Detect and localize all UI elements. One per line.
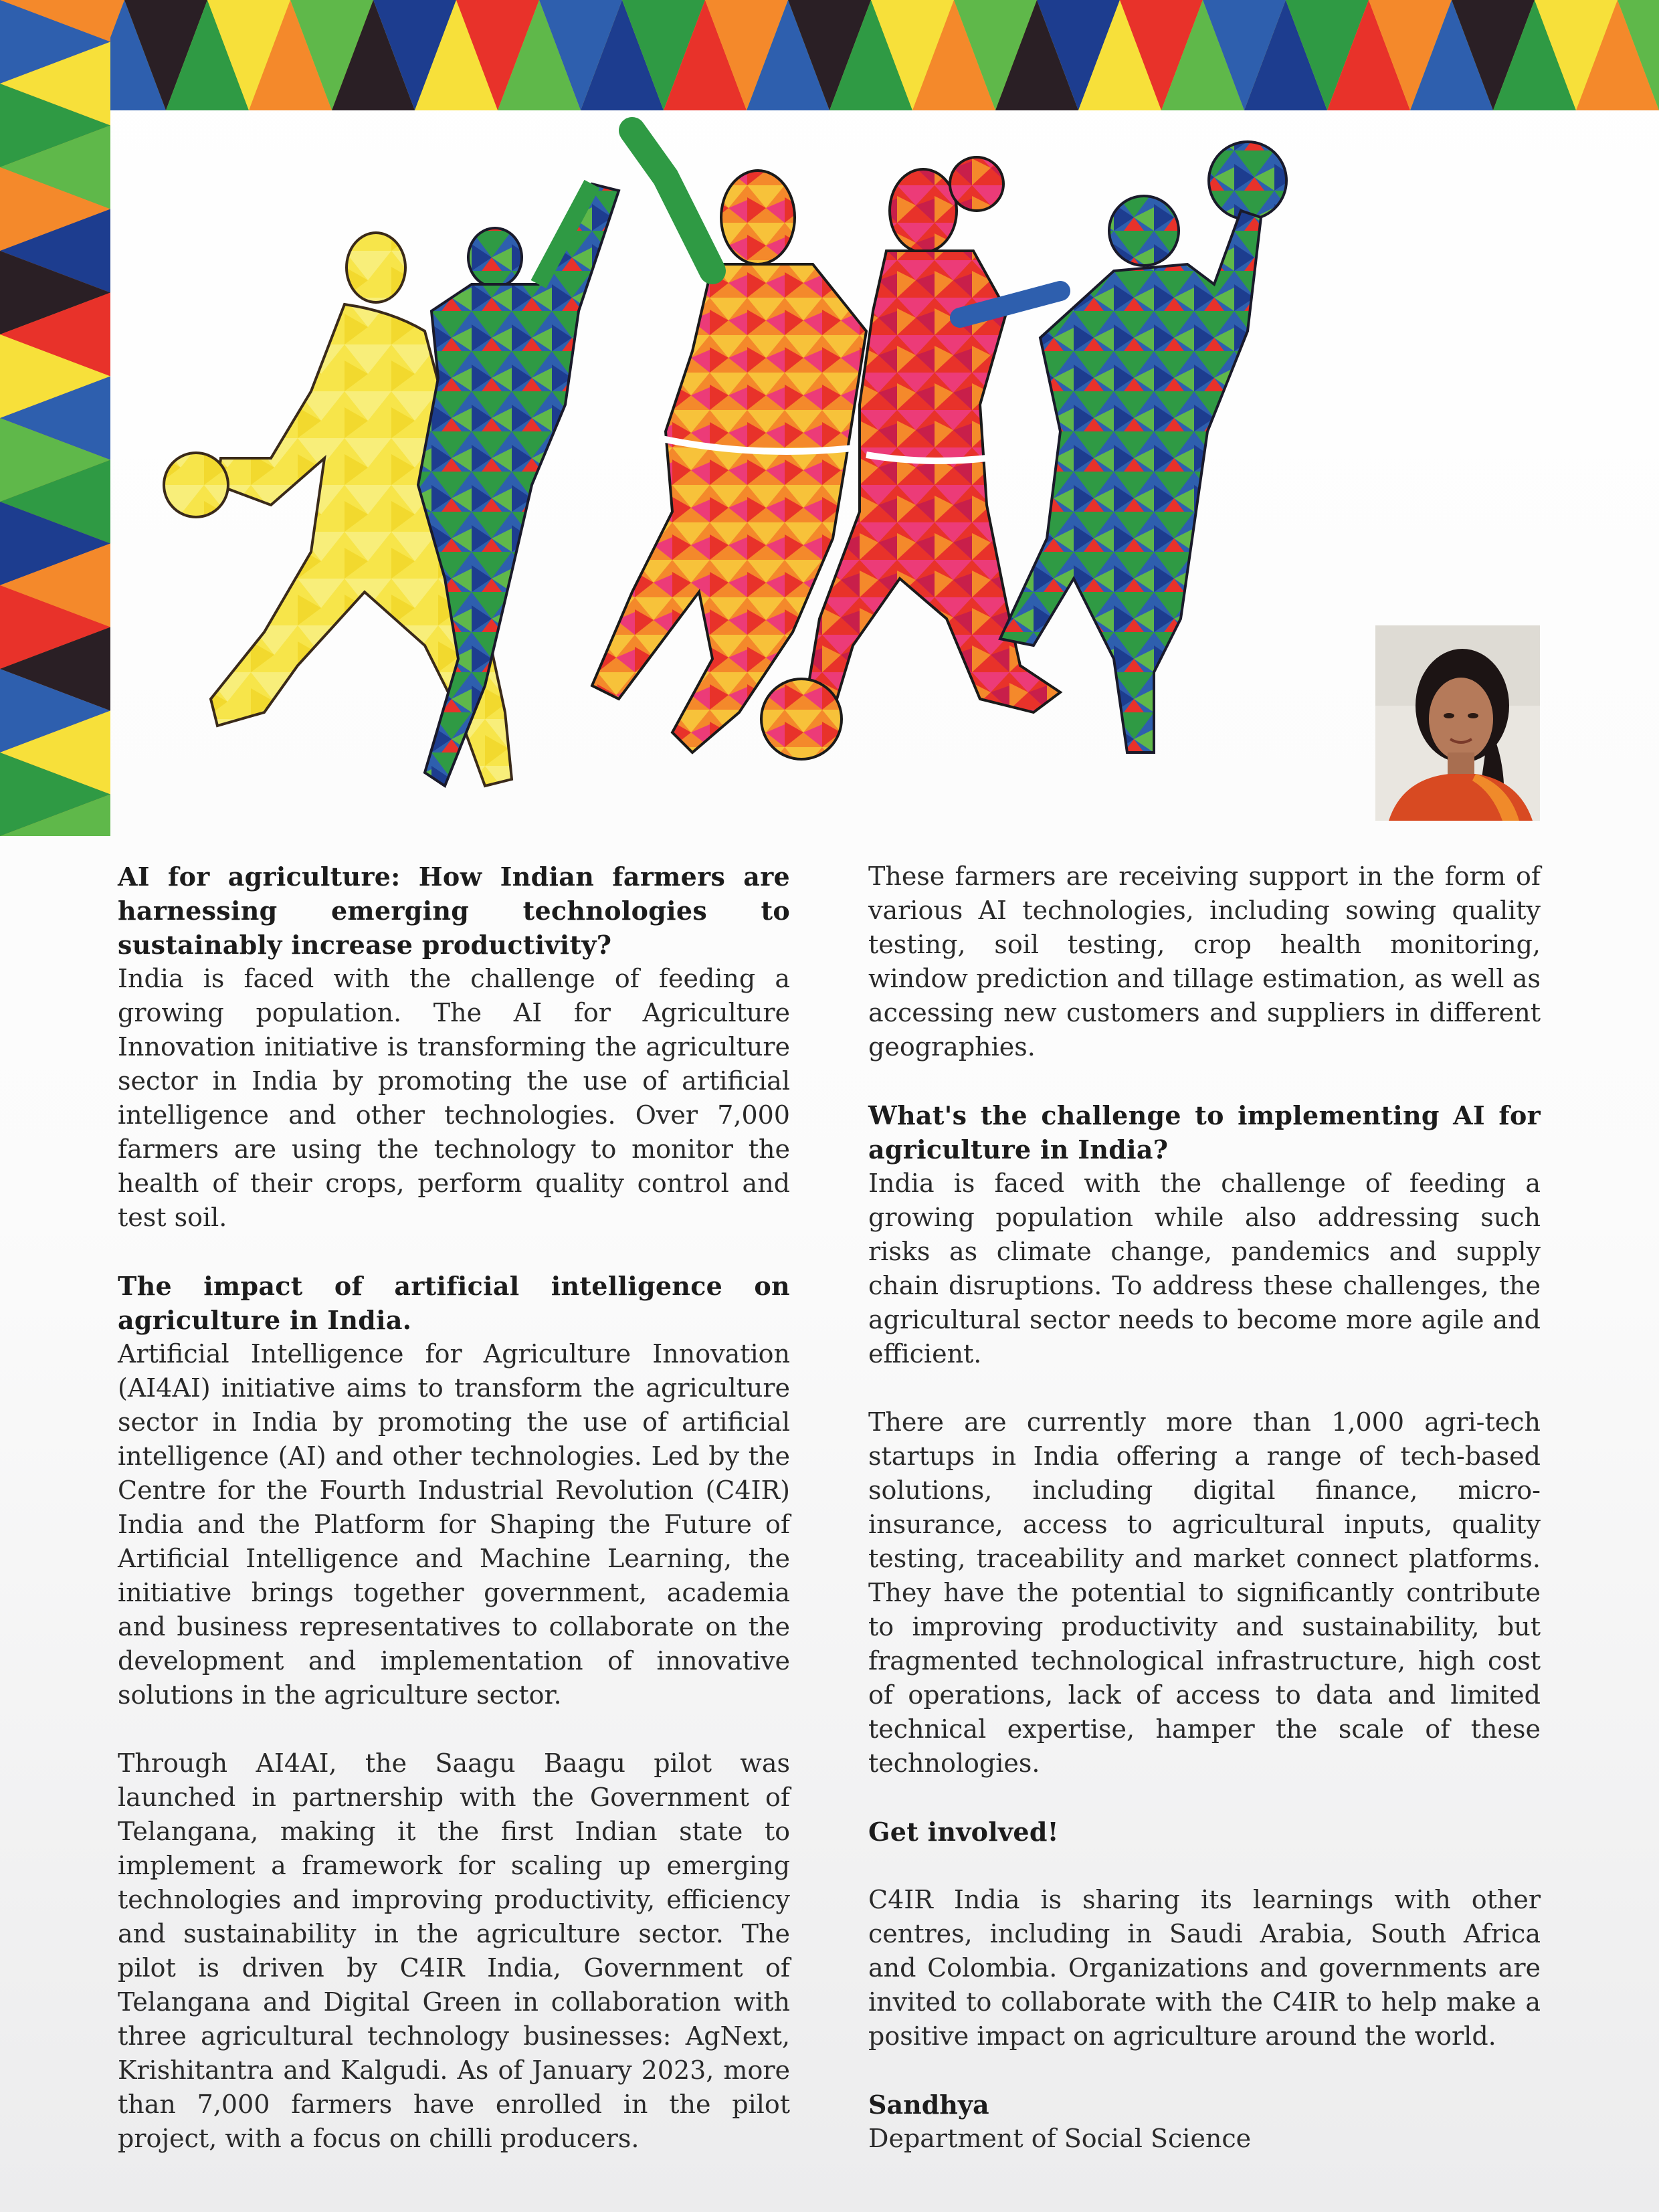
- intro-paragraph: India is faced with the challenge of feeding a growing population. The AI for Agriculture Innovation initiative is transforming the agriculture sector in India by promoting the use of artificial intelligence and other technologies. Over 7,000 farmers are using the technology to monitor the health of their crops, perform quality control and test soil.: [118, 964, 790, 1232]
- author-name: Sandhya: [868, 2090, 989, 2120]
- challenge-paragraph: India is faced with the challenge of feeding a growing population while also addressing such risks as climate change, pandemics and supply chain disruptions. To address these challenges, the agricultural sector needs to become more agile and efficient.: [868, 1169, 1541, 1369]
- author-portrait: [1375, 625, 1540, 821]
- blue-figure-left: [418, 184, 619, 786]
- portrait-image: [1375, 625, 1540, 821]
- challenge-heading: What's the challenge to implementing AI for agriculture in India?: [868, 1100, 1541, 1165]
- impact-heading: The impact of artificial intelligence on agriculture in India.: [118, 1271, 790, 1335]
- get-involved-heading: Get involved!: [868, 1817, 1059, 1847]
- left-text-column: [118, 860, 790, 2190]
- left-triangle-border: [0, 0, 110, 836]
- ai4ai-paragraph: Artificial Intelligence for Agriculture Innovation (AI4AI) initiative aims to transform the agriculture sector in India by promoting the use of artificial intelligence (AI) and other technologies. Led by the Centre for the Fourth Industrial Revolution (C4IR) India and the Platform for Shaping the Future of Artificial Intelligence and Machine Learning, the initiative brings together government, academia and business representatives to collaborate on the development and implementation of innovative solutions in the agriculture sector.: [118, 1339, 790, 1710]
- author-department: Department of Social Science: [868, 2124, 1252, 2153]
- learnings-paragraph: C4IR India is sharing its learnings with other centres, including in Saudi Arabia, South Africa and Colombia. Organizations and governments are invited to collaborate with the C4IR to help make a positive impact on agriculture around the world.: [868, 1885, 1541, 2051]
- startups-paragraph: There are currently more than 1,000 agri-tech startups in India offering a range of tech-based solutions, including digital finance, micro-insurance, access to agricultural inputs, quality testing, traceability and market connect platforms. They have the potential to significantly contribute to improving productivity and sustainability, but fragmented technological infrastructure, high cost of operations, lack of access to data and limited technical expertise, hamper the scale of these technologies.: [868, 1407, 1541, 1778]
- top-triangle-border: [0, 0, 1659, 110]
- right-text-column: [868, 860, 1541, 2156]
- sports-figures-artwork: [110, 110, 1482, 836]
- saagu-baagu-paragraph: Through AI4AI, the Saagu Baagu pilot was launched in partnership with the Government of Telangana, making it the first Indian state to implement a framework for scaling up emerging technologies and improving productivity, efficiency and sustainability in the agriculture sector. The pilot is driven by C4IR India, Government of Telangana and Digital Green in collaboration with three agricultural technology businesses: AgNext, Krishitantra and Kalgudi. As of January 2023, more than 7,000 farmers have enrolled in the pilot project, with a focus on chilli producers.: [118, 1748, 790, 2153]
- article-title: AI for agriculture: How Indian farmers are harnessing emerging technologies to sustainably increase productivity?: [118, 862, 790, 960]
- support-paragraph: These farmers are receiving support in the form of various AI technologies, including sowing quality testing, soil testing, crop health monitoring, window prediction and tillage estimation, as well as accessing new customers and suppliers in different geographies.: [868, 862, 1541, 1062]
